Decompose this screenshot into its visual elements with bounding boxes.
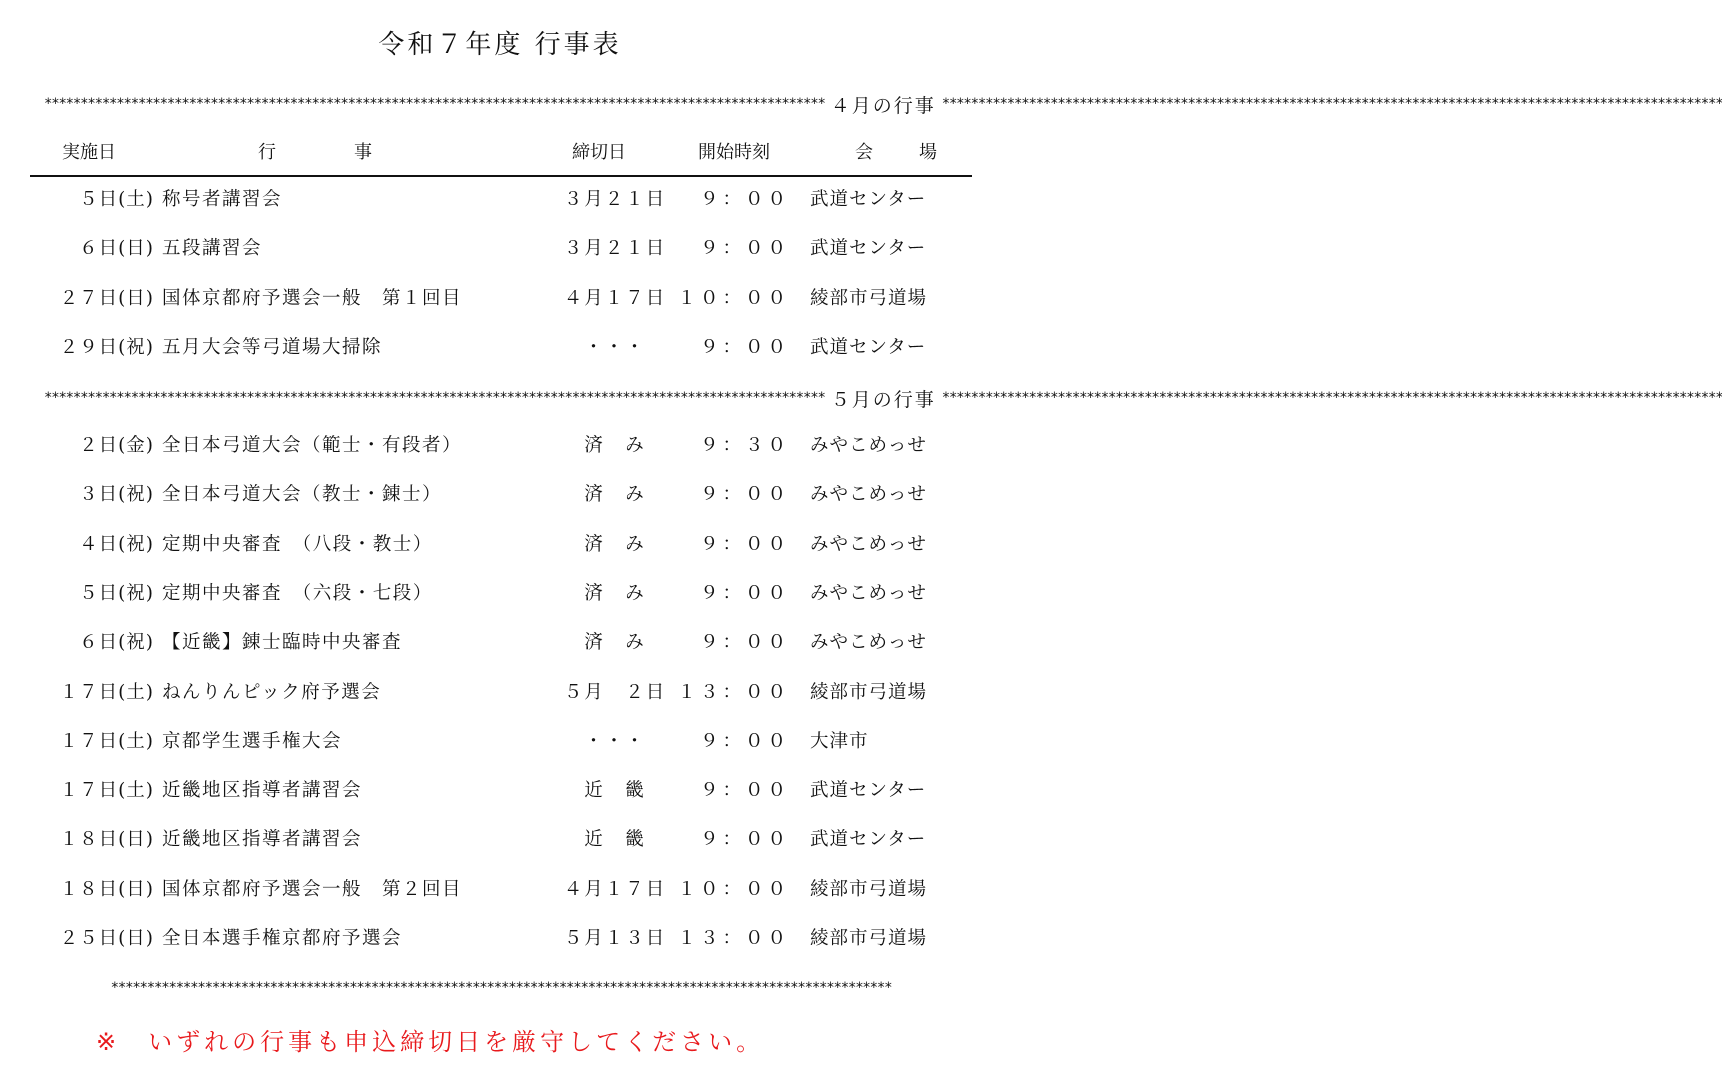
event-deadline: ・・・ bbox=[584, 336, 646, 358]
closing-divider bbox=[44, 974, 958, 1002]
table-row bbox=[0, 874, 1000, 906]
table-row bbox=[0, 529, 1000, 561]
event-name: 国体京都府予選会一般 第１回目 bbox=[162, 287, 463, 309]
event-deadline: ５月１３日 bbox=[563, 928, 667, 949]
event-start-time: ９：００ bbox=[699, 189, 790, 210]
event-name: 五段講習会 bbox=[162, 238, 263, 260]
event-deadline: 済 み bbox=[584, 533, 646, 555]
event-start-time: １３：００ bbox=[677, 928, 790, 949]
table-row bbox=[0, 332, 1000, 364]
event-start-time: ９：００ bbox=[699, 484, 790, 506]
april-divider bbox=[44, 90, 1722, 118]
page-title: 令和７年度 行事表 bbox=[378, 30, 622, 60]
asterisk-rule-left: ************************************************************************************************************ bbox=[44, 96, 825, 112]
asterisk-rule-right: ************************************************************************************************************ bbox=[941, 390, 1722, 406]
event-name: 国体京都府予選会一般 第２回目 bbox=[162, 878, 463, 900]
table-row bbox=[0, 233, 1000, 265]
event-start-time: ９：００ bbox=[699, 238, 790, 260]
event-date: １８日(日) bbox=[59, 878, 154, 900]
event-start-time: ９：００ bbox=[699, 780, 790, 802]
event-start-time: ９：００ bbox=[699, 336, 790, 358]
event-date: ２９日(祝) bbox=[59, 336, 154, 358]
event-start-time: １０：００ bbox=[677, 878, 790, 900]
event-name: 称号者講習会 bbox=[162, 189, 283, 210]
event-venue: 綾部市弓道場 bbox=[810, 287, 928, 309]
table-row bbox=[0, 923, 1000, 955]
event-deadline: 近 畿 bbox=[584, 780, 646, 802]
event-date: １７日(土) bbox=[59, 730, 154, 752]
event-venue: みやこめっせ bbox=[810, 484, 927, 506]
event-deadline: ３月２１日 bbox=[563, 189, 667, 210]
event-date: ２７日(日) bbox=[59, 287, 154, 309]
event-start-time: ９：００ bbox=[699, 533, 790, 555]
event-deadline: 済 み bbox=[584, 582, 646, 604]
event-venue: みやこめっせ bbox=[810, 632, 927, 654]
april-section-label: ４月の行事 bbox=[830, 94, 936, 117]
event-start-time: １０：００ bbox=[677, 287, 790, 309]
event-deadline: ５月 ２日 bbox=[563, 681, 667, 703]
header-rule bbox=[30, 175, 972, 177]
event-name: 近畿地区指導者講習会 bbox=[162, 829, 363, 851]
notice-text: いずれの行事も申込締切日を厳守してください。 bbox=[148, 1028, 765, 1056]
notice-mark: ※ bbox=[96, 1028, 121, 1056]
event-deadline: ３月２１日 bbox=[563, 238, 667, 260]
event-venue: みやこめっせ bbox=[810, 435, 927, 456]
event-name: 全日本弓道大会（範士・有段者） bbox=[162, 435, 463, 456]
event-start-time: ９：００ bbox=[699, 829, 790, 851]
event-name: 全日本選手権京都府予選会 bbox=[162, 928, 403, 949]
event-date: ３日(祝) bbox=[79, 484, 154, 506]
event-date: ２日(金) bbox=[79, 435, 154, 456]
table-header bbox=[0, 138, 1000, 168]
event-date: １７日(土) bbox=[59, 780, 154, 802]
header-deadline: 締切日 bbox=[572, 142, 626, 163]
event-name: 全日本弓道大会（教士・錬士） bbox=[162, 484, 443, 506]
asterisk-rule-right: ************************************************************************************************************ bbox=[941, 96, 1722, 112]
event-name: 五月大会等弓道場大掃除 bbox=[162, 336, 383, 358]
table-row bbox=[0, 726, 1000, 758]
event-venue: 綾部市弓道場 bbox=[810, 928, 928, 949]
event-deadline: ４月１７日 bbox=[563, 878, 667, 900]
header-date: 実施日 bbox=[62, 142, 116, 163]
event-deadline: 済 み bbox=[584, 435, 646, 456]
event-venue: 武道センター bbox=[810, 336, 927, 358]
table-row bbox=[0, 677, 1000, 709]
event-name: 京都学生選手権大会 bbox=[162, 730, 343, 752]
event-start-time: １３：００ bbox=[677, 681, 790, 703]
table-row bbox=[0, 775, 1000, 807]
event-deadline: 近 畿 bbox=[584, 829, 646, 851]
event-start-time: ９：００ bbox=[699, 582, 790, 604]
event-date: ２５日(日) bbox=[59, 928, 154, 949]
event-date: ４日(祝) bbox=[79, 533, 154, 555]
event-start-time: ９：３０ bbox=[699, 435, 790, 456]
event-venue: 武道センター bbox=[810, 829, 927, 851]
event-name: ねんりんピック府予選会 bbox=[162, 681, 382, 703]
event-deadline: ・・・ bbox=[584, 730, 646, 752]
deadline-notice bbox=[96, 1022, 764, 1057]
asterisk-rule-full: ************************************************************************************************************ bbox=[110, 980, 892, 996]
table-row bbox=[0, 824, 1000, 856]
event-date: ６日(日) bbox=[79, 238, 154, 260]
event-date: ６日(祝) bbox=[79, 632, 154, 654]
event-venue: 武道センター bbox=[810, 238, 927, 260]
event-venue: 武道センター bbox=[810, 189, 927, 210]
table-row bbox=[0, 578, 1000, 610]
table-row bbox=[0, 184, 1000, 216]
event-date: ５日(祝) bbox=[79, 582, 154, 604]
event-deadline: ４月１７日 bbox=[563, 287, 667, 309]
may-section-label: ５月の行事 bbox=[830, 388, 936, 411]
table-row bbox=[0, 430, 1000, 462]
asterisk-rule-left: ************************************************************************************************************ bbox=[44, 390, 825, 406]
header-event: 行 事 bbox=[258, 142, 386, 163]
event-venue: 大津市 bbox=[810, 730, 869, 752]
may-divider bbox=[44, 384, 1722, 412]
event-venue: みやこめっせ bbox=[810, 582, 927, 604]
event-start-time: ９：００ bbox=[699, 730, 790, 752]
header-start-time: 開始時刻 bbox=[698, 142, 770, 163]
event-venue: 綾部市弓道場 bbox=[810, 681, 928, 703]
event-venue: 武道センター bbox=[810, 780, 927, 802]
event-deadline: 済 み bbox=[584, 632, 646, 654]
event-venue: みやこめっせ bbox=[810, 533, 927, 555]
event-venue: 綾部市弓道場 bbox=[810, 878, 928, 900]
event-name: 【近畿】錬士臨時中央審査 bbox=[162, 632, 403, 654]
event-name: 近畿地区指導者講習会 bbox=[162, 780, 363, 802]
table-row bbox=[0, 283, 1000, 315]
event-start-time: ９：００ bbox=[699, 632, 790, 654]
event-date: ５日(土) bbox=[79, 189, 154, 210]
table-row bbox=[0, 479, 1000, 511]
header-venue: 会 場 bbox=[855, 142, 951, 163]
event-date: １７日(土) bbox=[59, 681, 154, 703]
event-date: １８日(日) bbox=[59, 829, 154, 851]
event-deadline: 済 み bbox=[584, 484, 646, 506]
table-row bbox=[0, 627, 1000, 659]
event-name: 定期中央審査 （六段・七段） bbox=[162, 582, 433, 604]
event-name: 定期中央審査 （八段・教士） bbox=[162, 533, 433, 555]
